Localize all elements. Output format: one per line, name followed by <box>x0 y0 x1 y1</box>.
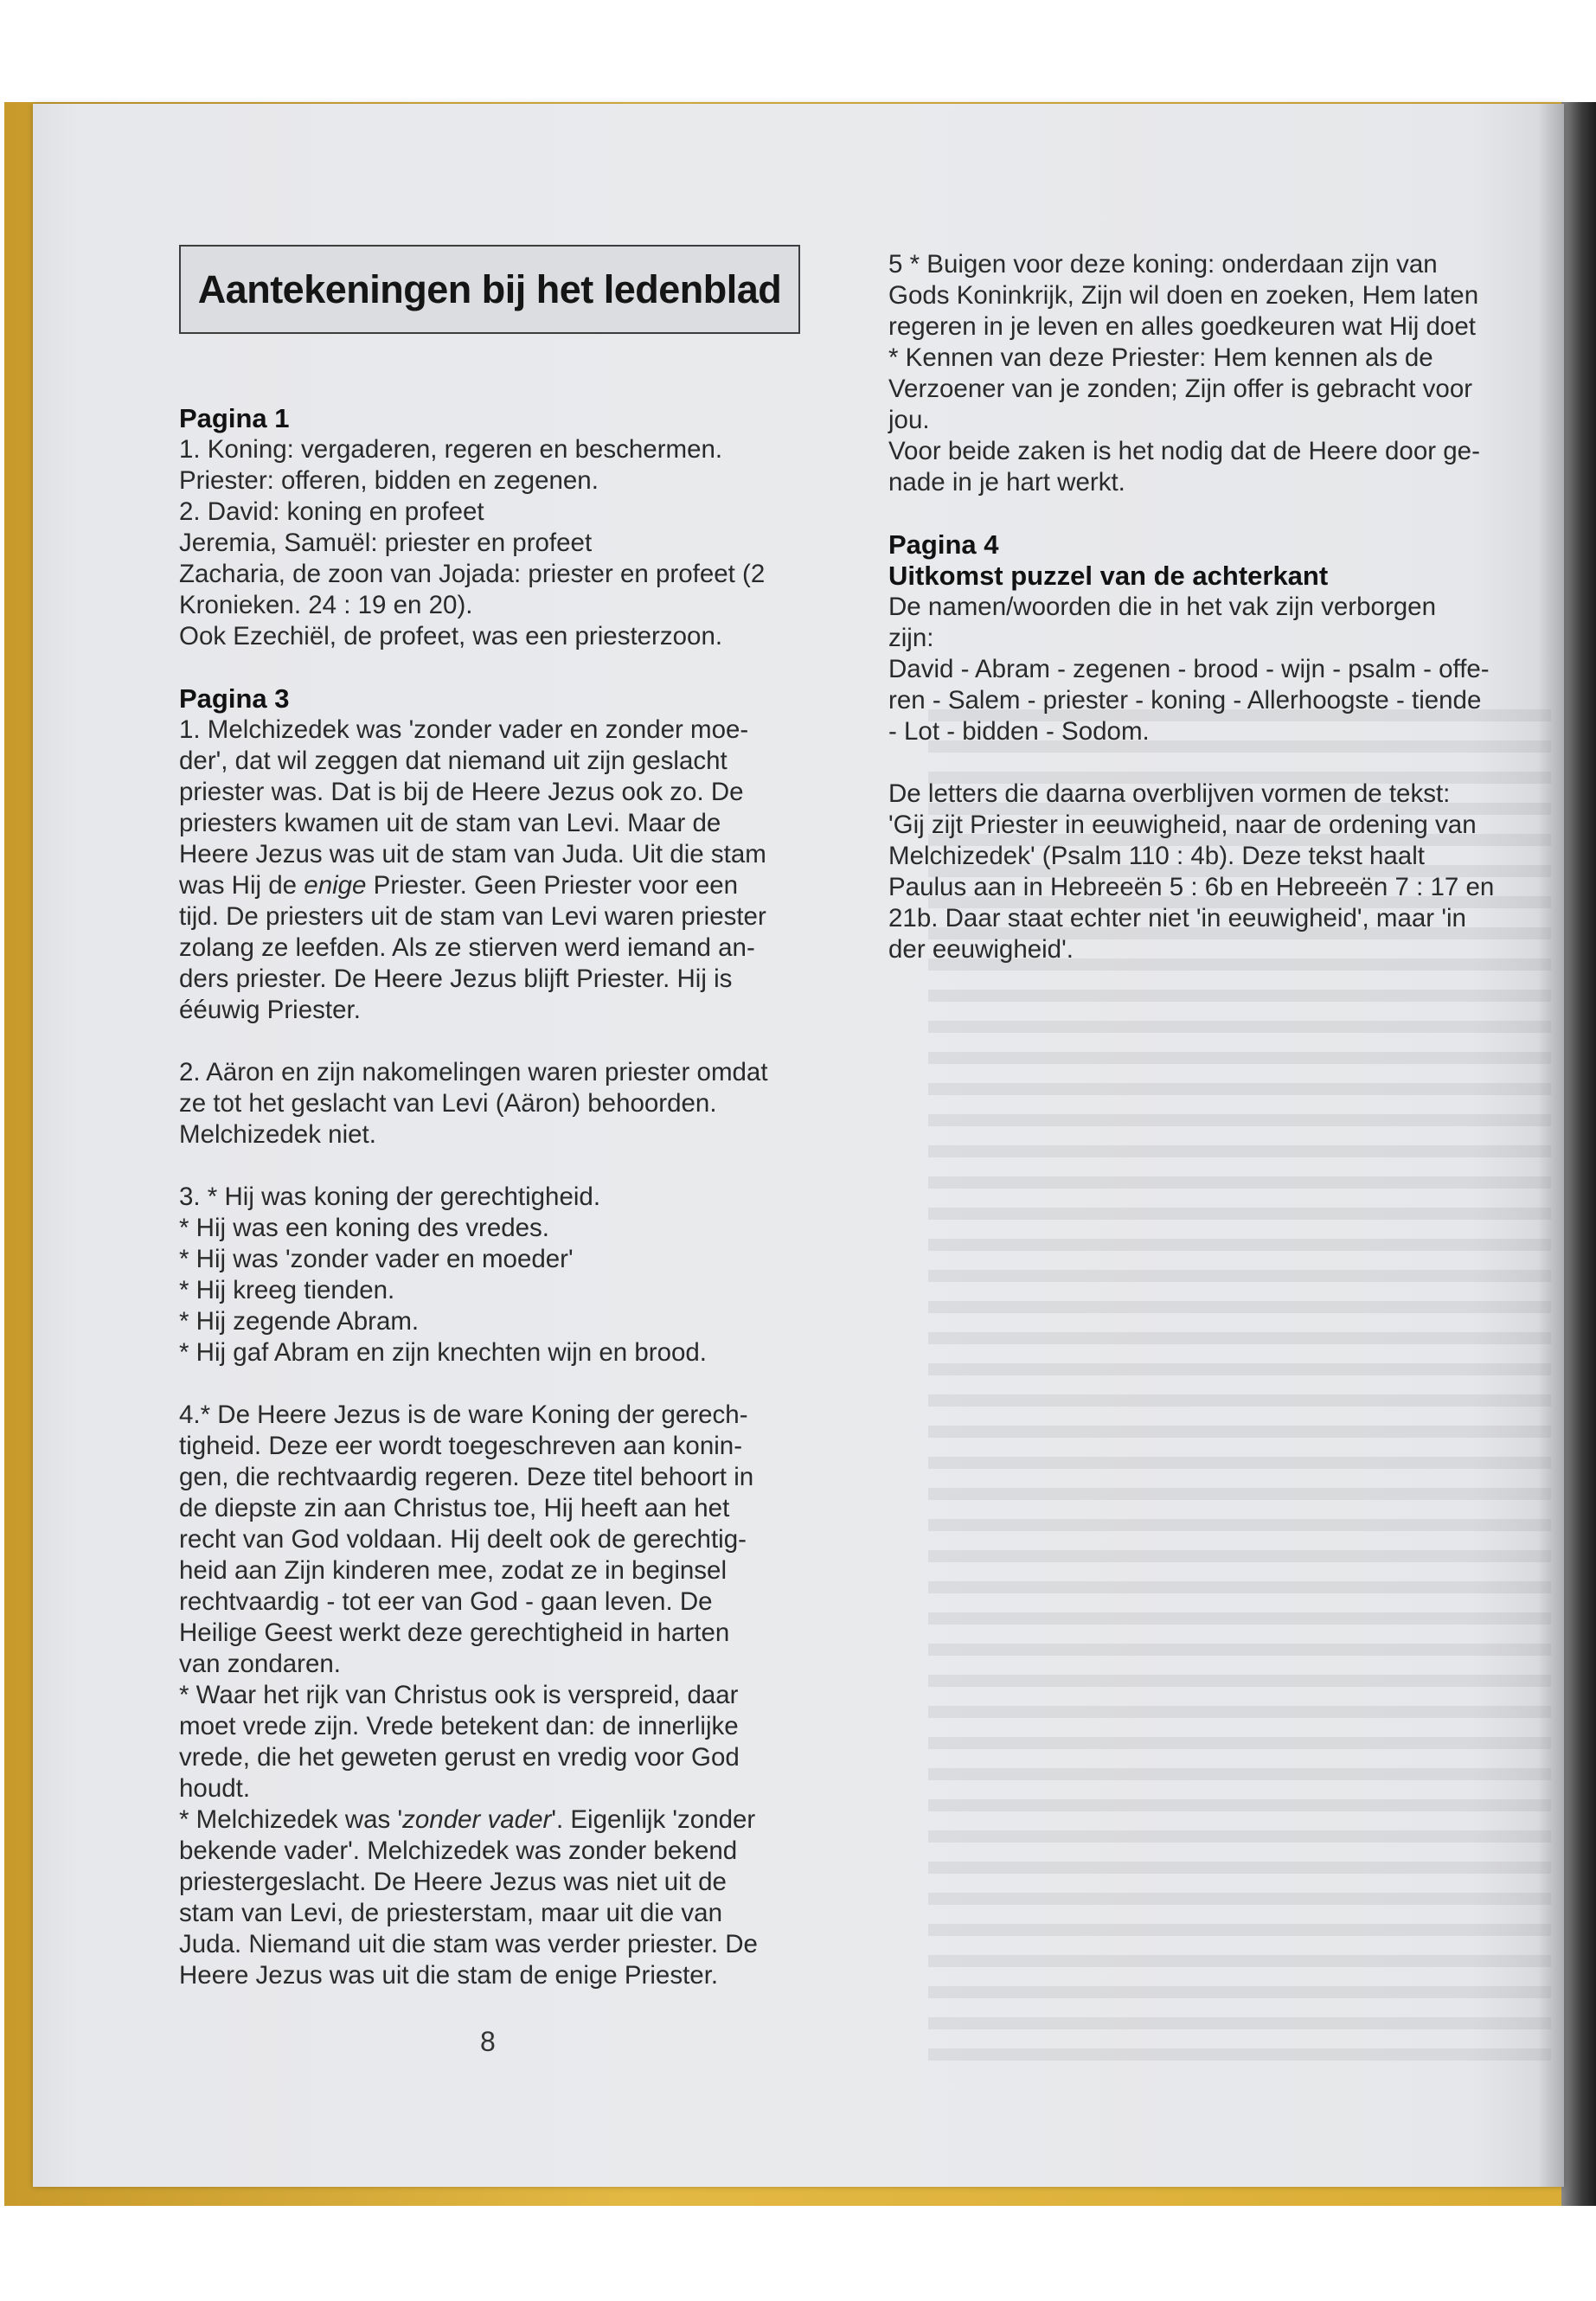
text-line: Heere Jezus was uit de stam van Juda. Uit die stam <box>179 840 766 868</box>
text-line: de diepste zin aan Christus toe, Hij heeft aan het <box>179 1494 730 1522</box>
section-heading: Pagina 4 <box>888 529 999 560</box>
text-line: 4.* De Heere Jezus is de ware Koning der gerech- <box>179 1400 748 1429</box>
text-line: zolang ze leefden. Als ze stierven werd iemand an- <box>179 933 755 962</box>
text-line: stam van Levi, de priesterstam, maar uit die van <box>179 1899 722 1927</box>
text-line: ders priester. De Heere Jezus blijft Priester. Hij is <box>179 965 733 993</box>
text-line: Ook Ezechiël, de profeet, was een priesterzoon. <box>179 622 723 651</box>
text-line: Kronieken. 24 : 19 en 20). <box>179 591 473 619</box>
text-line: 21b. Daar staat echter niet 'in eeuwigheid', maar 'in <box>888 904 1466 933</box>
text-line: Melchizedek niet. <box>179 1120 376 1149</box>
text-line: zijn: <box>888 624 934 652</box>
text-line: gen, die rechtvaardig regeren. Deze titel behoort in <box>179 1463 754 1491</box>
section-heading: Pagina 1 <box>179 403 290 433</box>
text-line: * Hij gaf Abram en zijn knechten wijn en brood. <box>179 1338 708 1367</box>
text-line: ren - Salem - priester - koning - Allerhoogste - tiende <box>888 686 1482 715</box>
text-line: jou. <box>888 406 930 434</box>
text-line: Zacharia, de zoon van Jojada: priester en profeet (2 <box>179 560 766 588</box>
text-line: Jeremia, Samuël: priester en profeet <box>179 529 593 557</box>
text-line: bekende vader'. Melchizedek was zonder bekend <box>179 1836 738 1865</box>
section-subheading: Uitkomst puzzel van de achterkant <box>888 561 1329 591</box>
text-line: tijd. De priesters uit de stam van Levi waren priester <box>179 902 766 931</box>
text-line: recht van God voldaan. Hij deelt ook de gerechtig- <box>179 1525 747 1554</box>
text-line: van zondaren. <box>179 1650 341 1678</box>
page-number: 8 <box>480 2026 496 2057</box>
text-line: Heilige Geest werkt deze gerechtigheid in harten <box>179 1618 730 1647</box>
text-line: vrede, die het geweten gerust en vredig voor God <box>179 1743 740 1772</box>
text-line: De namen/woorden die in het vak zijn verborgen <box>888 593 1436 621</box>
text-line: 'Gij zijt Priester in eeuwigheid, naar de ordening van <box>888 811 1477 839</box>
text-line: 3. * Hij was koning der gerechtigheid. <box>179 1183 601 1211</box>
text-line: houdt. <box>179 1774 251 1803</box>
text-line: Paulus aan in Hebreeën 5 : 6b en Hebreeën 7 : 17 en <box>888 873 1495 901</box>
text-line: Priester: offeren, bidden en zegenen. <box>179 466 599 495</box>
text-line: * Hij was 'zonder vader en moeder' <box>179 1245 574 1273</box>
text-line: 2. Aäron en zijn nakomelingen waren priester omdat <box>179 1058 768 1086</box>
text-line: der eeuwigheid'. <box>888 935 1074 964</box>
text-line: David - Abram - zegenen - brood - wijn - psalm - offe- <box>888 655 1490 683</box>
text-line: 2. David: koning en profeet <box>179 497 484 526</box>
text-line: Voor beide zaken is het nodig dat de Heere door ge- <box>888 437 1480 465</box>
text-line: Melchizedek' (Psalm 110 : 4b). Deze tekst haalt <box>888 842 1425 870</box>
text-line: Heere Jezus was uit die stam de enige Priester. <box>179 1961 719 1990</box>
text-line: * Melchizedek was 'zonder vader'. Eigenlijk 'zonder <box>179 1805 756 1834</box>
text-line: der', dat wil zeggen dat niemand uit zijn geslacht <box>179 747 727 775</box>
text-line: tigheid. Deze eer wordt toegeschreven aan konin- <box>179 1432 743 1460</box>
left-column <box>179 403 802 1991</box>
text-line: moet vrede zijn. Vrede betekent dan: de innerlijke <box>179 1712 739 1740</box>
text-line: Verzoener van je zonden; Zijn offer is gebracht voor <box>888 375 1473 403</box>
text-line: De letters die daarna overblijven vormen de tekst: <box>888 779 1451 808</box>
text-line: Juda. Niemand uit die stam was verder priester. De <box>179 1930 758 1958</box>
text-line: priesters kwamen uit de stam van Levi. Maar de <box>179 809 721 837</box>
text-line: ééuwig Priester. <box>179 996 361 1024</box>
text-line: priestergeslacht. De Heere Jezus was niet uit de <box>179 1868 727 1896</box>
text-line: * Waar het rijk van Christus ook is verspreid, daar <box>179 1681 739 1709</box>
text-line: regeren in je leven en alles goedkeuren wat Hij doet <box>888 312 1476 341</box>
text-line: 1. Melchizedek was 'zonder vader en zonder moe- <box>179 715 749 744</box>
text-line: rechtvaardig - tot eer van God - gaan leven. De <box>179 1587 713 1616</box>
text-line: nade in je hart werkt. <box>888 468 1125 497</box>
text-line: priester was. Dat is bij de Heere Jezus ook zo. De <box>179 778 744 806</box>
text-line: * Hij kreeg tienden. <box>179 1276 395 1304</box>
text-line: ze tot het geslacht van Levi (Aäron) behoorden. <box>179 1089 717 1118</box>
page-title-box <box>179 245 800 334</box>
right-column <box>888 249 1511 965</box>
text-line: * Kennen van deze Priester: Hem kennen als de <box>888 343 1433 372</box>
book-spine-shadow <box>1561 102 1596 2206</box>
text-line: * Hij zegende Abram. <box>179 1307 420 1336</box>
text-line: Gods Koninkrijk, Zijn wil doen en zoeken, Hem laten <box>888 281 1479 310</box>
text-line: was Hij de enige Priester. Geen Priester voor een <box>179 871 739 900</box>
text-line: - Lot - bidden - Sodom. <box>888 717 1150 746</box>
text-line: heid aan Zijn kinderen mee, zodat ze in beginsel <box>179 1556 727 1585</box>
section-heading: Pagina 3 <box>179 683 290 714</box>
page-title: Aantekeningen bij het ledenblad <box>197 266 782 311</box>
text-line: 1. Koning: vergaderen, regeren en beschermen. <box>179 435 723 464</box>
text-line: * Hij was een koning des vredes. <box>179 1214 549 1242</box>
text-line: 5 * Buigen voor deze koning: onderdaan zijn van <box>888 250 1438 279</box>
